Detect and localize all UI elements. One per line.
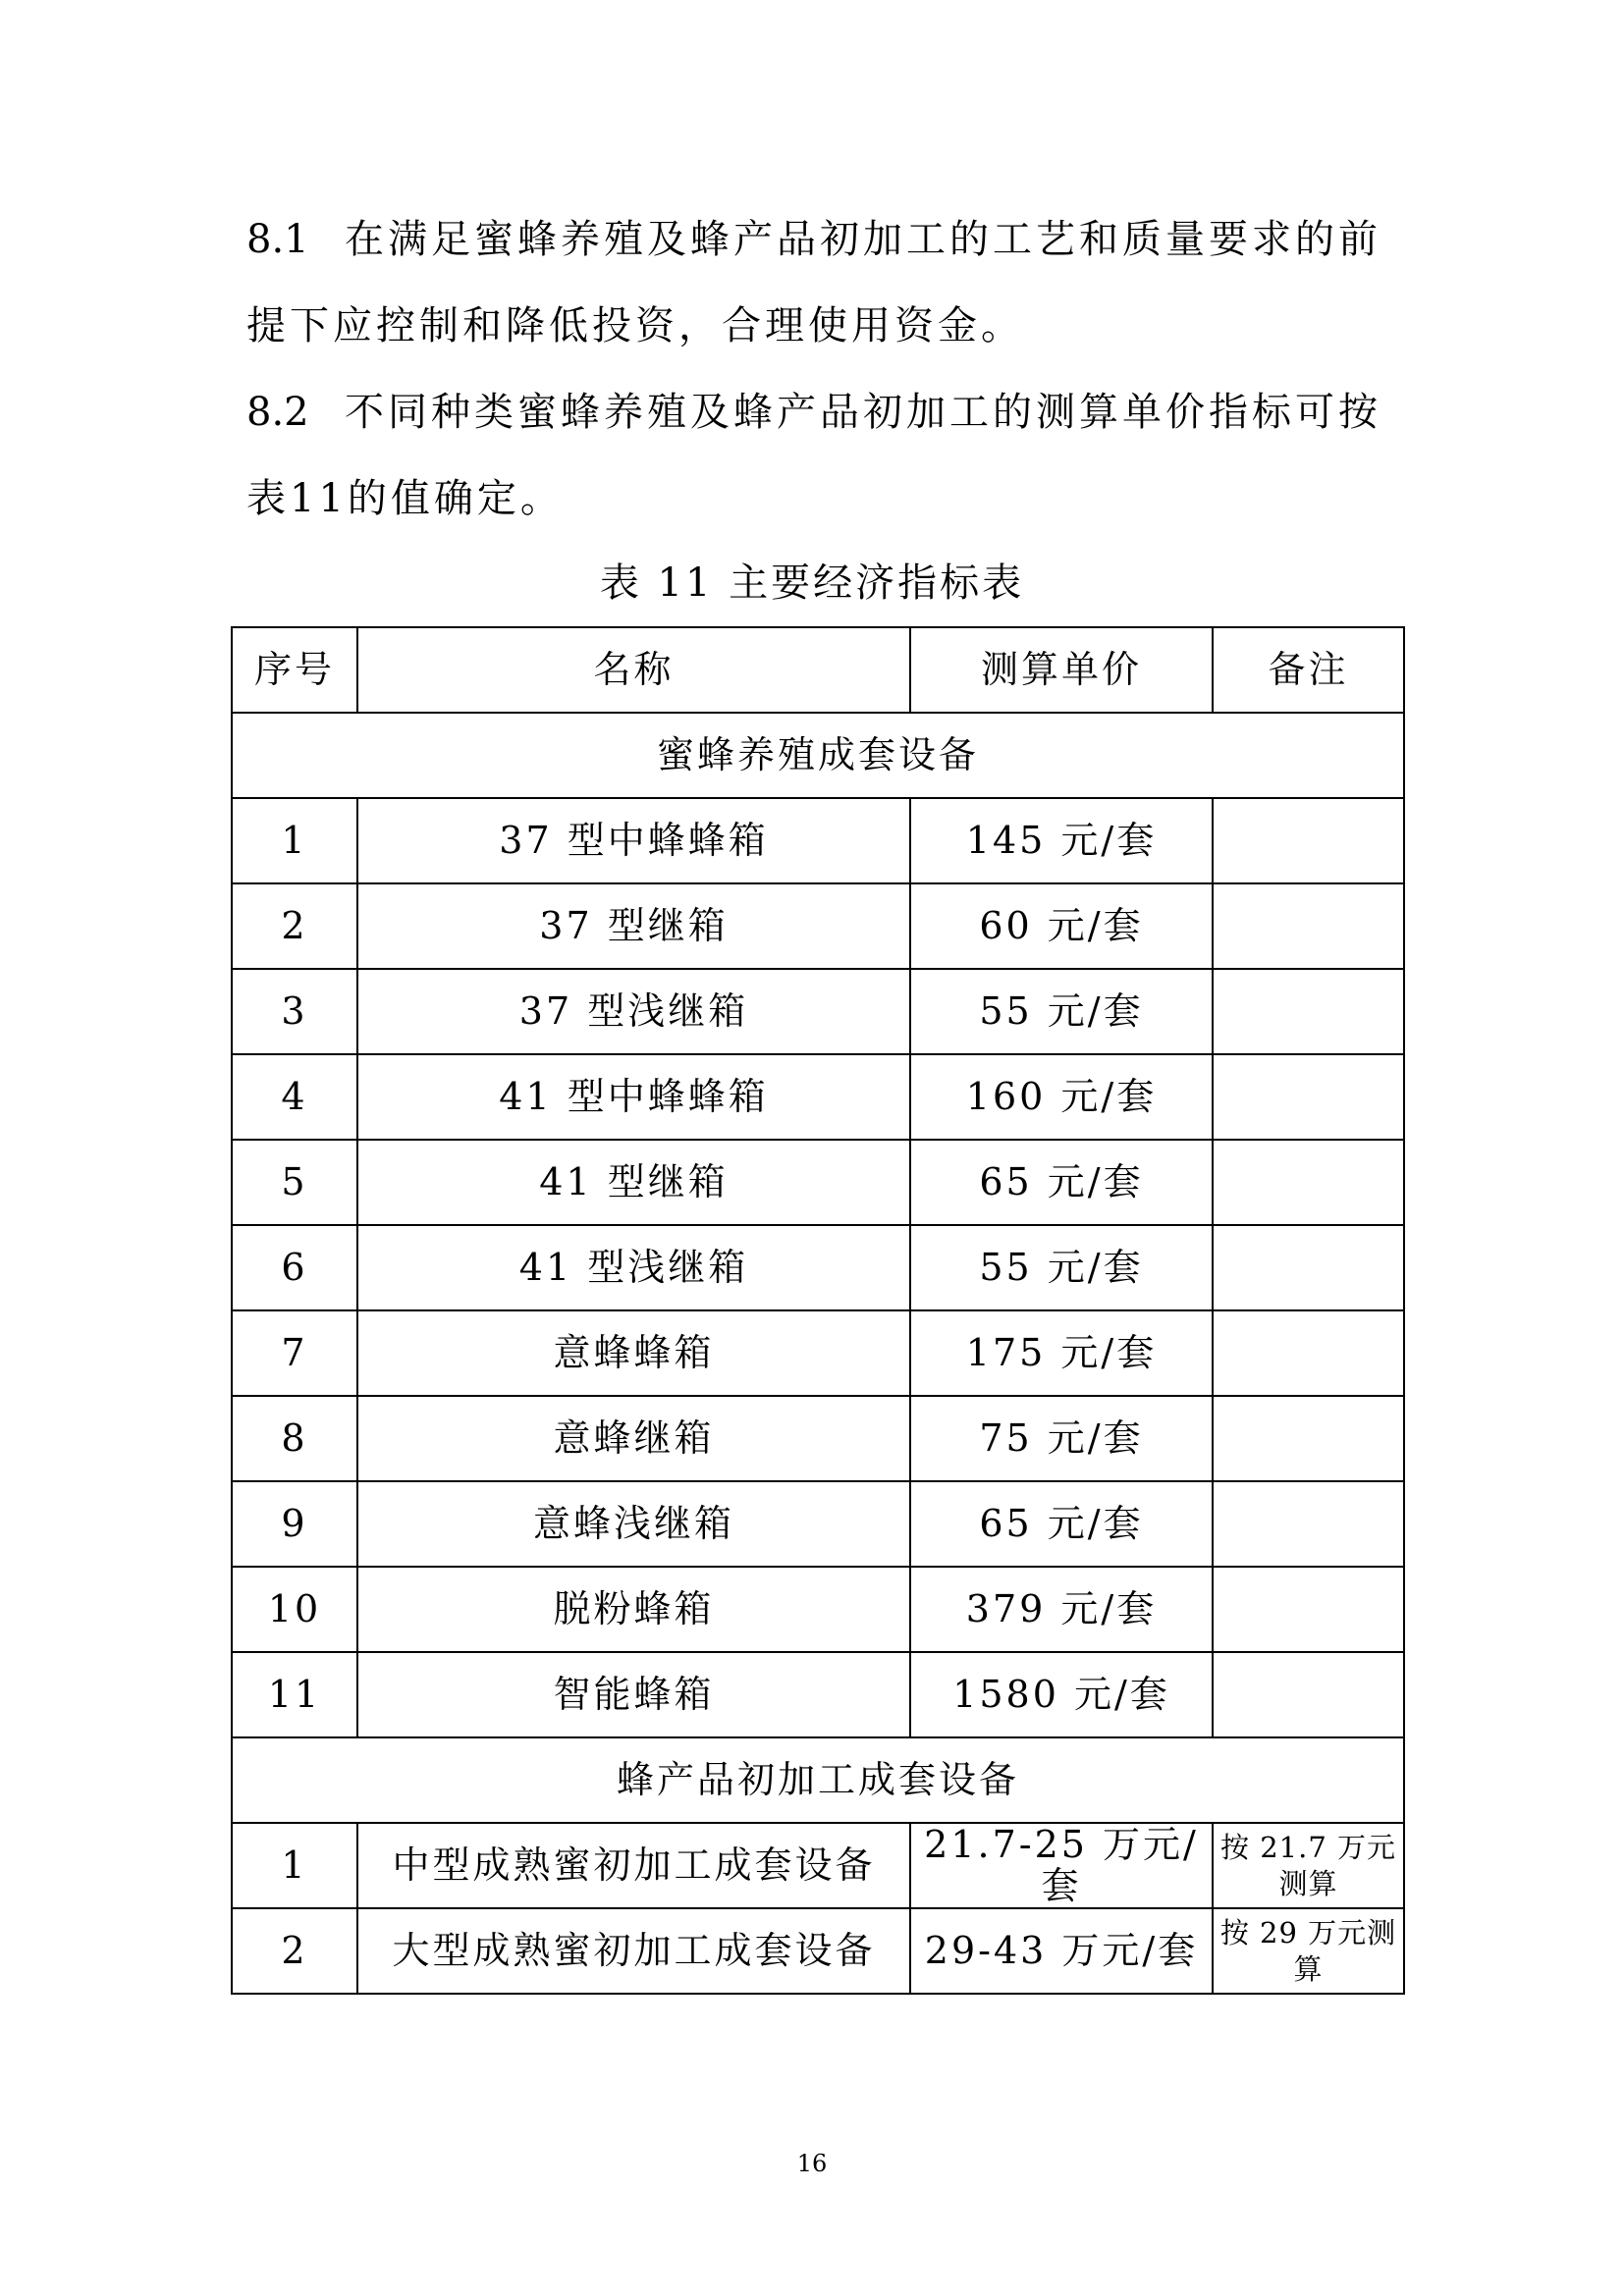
cell-price: 21.7-25 万元/套 [910,1823,1213,1908]
table-row [232,1054,1404,1140]
table-header-row [232,627,1404,713]
header-note: 备注 [1213,627,1404,713]
cell-no: 1 [232,1823,357,1908]
cell-no: 6 [232,1225,357,1310]
paragraph-text: 不同种类蜜蜂养殖及蜂产品初加工的测算单价指标可按表11的值确定。 [246,390,1381,521]
cell-name: 意蜂浅继箱 [357,1481,910,1567]
cell-name: 41 型继箱 [357,1140,910,1225]
cell-name: 37 型浅继箱 [357,969,910,1054]
cell-price: 65 元/套 [910,1481,1213,1567]
cell-name: 智能蜂箱 [357,1652,910,1737]
table-row [232,969,1404,1054]
paragraph-8-2 [246,369,1385,542]
header-no: 序号 [232,627,357,713]
header-name: 名称 [357,627,910,713]
table-caption: 表 11 主要经济指标表 [599,561,1025,606]
cell-price: 160 元/套 [910,1054,1213,1140]
cell-no: 11 [232,1652,357,1737]
cell-note [1213,1140,1404,1225]
cell-no: 3 [232,969,357,1054]
table-row [232,1908,1404,1994]
cell-price: 145 元/套 [910,798,1213,883]
economic-indicator-table [231,626,1405,1995]
cell-note: 按 29 万元测算 [1213,1908,1404,1994]
page-number: 16 [796,2150,828,2177]
cell-note [1213,1567,1404,1652]
section-title: 蜂产品初加工成套设备 [232,1737,1404,1823]
table-row [232,1823,1404,1908]
cell-price: 29-43 万元/套 [910,1908,1213,1994]
cell-name: 37 型继箱 [357,883,910,969]
section-header-row [232,1737,1404,1823]
section-header-row [232,713,1404,798]
table-row [232,1567,1404,1652]
cell-price: 1580 元/套 [910,1652,1213,1737]
table-row [232,1396,1404,1481]
cell-name: 41 型中蜂蜂箱 [357,1054,910,1140]
cell-name: 41 型浅继箱 [357,1225,910,1310]
cell-name: 意蜂蜂箱 [357,1310,910,1396]
cell-note: 按 21.7 万元测算 [1213,1823,1404,1908]
cell-name: 脱粉蜂箱 [357,1567,910,1652]
cell-name: 大型成熟蜜初加工成套设备 [357,1908,910,1994]
table-row [232,1481,1404,1567]
cell-price: 379 元/套 [910,1567,1213,1652]
cell-name: 意蜂继箱 [357,1396,910,1481]
cell-no: 2 [232,1908,357,1994]
cell-note [1213,1225,1404,1310]
cell-price: 60 元/套 [910,883,1213,969]
cell-note [1213,1054,1404,1140]
cell-no: 4 [232,1054,357,1140]
cell-no: 1 [232,798,357,883]
cell-no: 9 [232,1481,357,1567]
table-row [232,1225,1404,1310]
cell-note [1213,798,1404,883]
cell-no: 8 [232,1396,357,1481]
cell-name: 中型成熟蜜初加工成套设备 [357,1823,910,1908]
cell-price: 65 元/套 [910,1140,1213,1225]
table-row [232,883,1404,969]
cell-note [1213,1310,1404,1396]
cell-no: 10 [232,1567,357,1652]
cell-note [1213,1481,1404,1567]
table-row [232,798,1404,883]
section-title: 蜜蜂养殖成套设备 [232,713,1404,798]
cell-name: 37 型中蜂蜂箱 [357,798,910,883]
table-row [232,1652,1404,1737]
cell-note [1213,969,1404,1054]
cell-price: 55 元/套 [910,969,1213,1054]
table-body [232,627,1404,1994]
header-price: 测算单价 [910,627,1213,713]
paragraph-number: 8.2 [246,390,309,435]
cell-price: 55 元/套 [910,1225,1213,1310]
cell-no: 2 [232,883,357,969]
paragraph-8-1 [246,196,1385,369]
table-row [232,1310,1404,1396]
paragraph-text: 在满足蜜蜂养殖及蜂产品初加工的工艺和质量要求的前提下应控制和降低投资，合理使用资金。 [246,217,1381,348]
cell-no: 7 [232,1310,357,1396]
cell-no: 5 [232,1140,357,1225]
cell-price: 75 元/套 [910,1396,1213,1481]
table-row [232,1140,1404,1225]
cell-note [1213,883,1404,969]
cell-note [1213,1396,1404,1481]
cell-price: 175 元/套 [910,1310,1213,1396]
cell-note [1213,1652,1404,1737]
paragraph-number: 8.1 [246,217,309,262]
